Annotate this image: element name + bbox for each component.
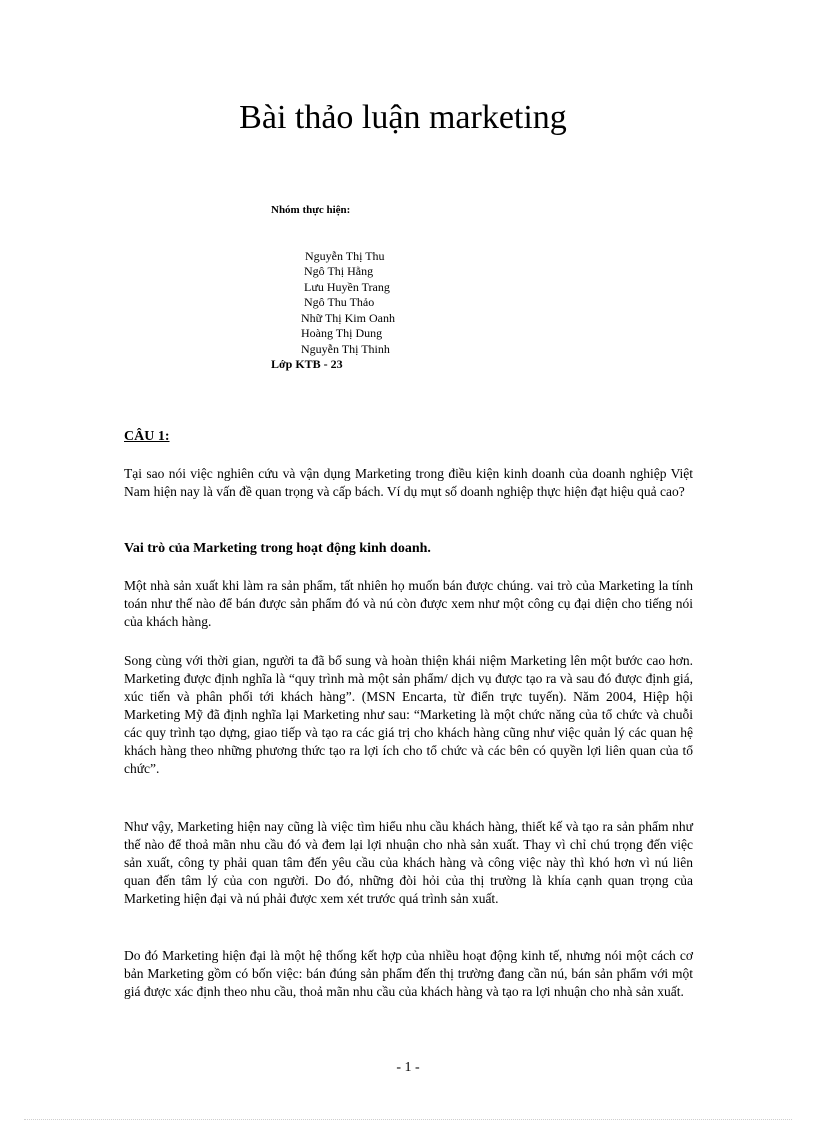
question-text: Tại sao nói việc nghiên cứu và vận dụng Marketing trong điều kiện kinh doanh của doanh nghiệp Việt Nam hiện nay là vấn đề quan trọng và cấp bách. Ví dụ mụt số doanh nghiệp thực hiện đạt hiệu quả cao? (124, 466, 693, 499)
member-name: Lưu Huyền Trang (304, 280, 390, 294)
member-name: Nhữ Thị Kim Oanh (301, 311, 395, 325)
group-label: Nhóm thực hiện: (271, 204, 351, 216)
page-number: - 1 - (396, 1060, 420, 1075)
member-name: Ngô Thu Thảo (304, 295, 375, 309)
paragraph: Như vậy, Marketing hiện nay cũng là việc tìm hiểu nhu cầu khách hàng, thiết kế và tạo ra sản phẩm như thế nào để thoả mãn nhu cầu đó và đem lại lợi nhuận cho nhà sản xuất. Thay vì chỉ chú trọng đến việc sản xuất, công ty phải quan tâm đến yêu cầu của khách hàng và công việc này thì khó hơn vì nú liên quan đến tâm lý của con người. Do đó, những đòi hỏi của thị trường là khía cạnh quan trọng của Marketing hiện đại và nú phải được xem xét trước quá trình sản xuất. (124, 819, 693, 906)
page-bottom-divider (24, 1119, 792, 1120)
member-name: Ngô Thị Hằng (304, 264, 374, 278)
question-label: CÂU 1: (124, 429, 170, 444)
paragraph: Một nhà sản xuất khi làm ra sản phẩm, tất nhiên họ muốn bán được chúng. vai trò của Marketing la tính toán như thế nào để bán được sản phẩm đó và nú còn được xem như một công cụ đại diện cho tiếng nói của khách hàng. (124, 578, 693, 629)
class-label: Lớp KTB - 23 (271, 357, 343, 371)
member-name: Hoàng Thị Dung (301, 326, 383, 340)
paragraph: Song cùng với thời gian, người ta đã bổ sung và hoàn thiện khái niệm Marketing lên một bước cao hơn. Marketing được định nghĩa là “quy trình mà một sản phẩm/ dịch vụ được tạo ra và sau đó được định giá, xúc tiến và phân phối tới khách hàng”. (MSN Encarta, từ điển trực tuyến). Năm 2004, Hiệp hội Marketing Mỹ đã định nghĩa lại Marketing như sau: “Marketing là một chức năng của tổ chức và chuỗi các quy trình tạo dựng, giao tiếp và tạo ra các giá trị cho khách hàng cũng như việc quản lý các quan hệ khách hàng theo những phương thức tạo ra lợi ích cho tổ chức và các bên có quyền lợi liên quan của tổ chức”. (124, 653, 693, 776)
section-heading: Vai trò của Marketing trong hoạt động kinh doanh. (124, 541, 431, 556)
paragraph: Do đó Marketing hiện đại là một hệ thống kết hợp của nhiều hoạt động kinh tế, nhưng nói một cách cơ bản Marketing gồm có bốn việc: bán đúng sản phẩm đến thị trường đang cần nú, bán sản phẩm với một giá được xác định theo nhu cầu, thoả mãn nhu cầu của khách hàng và tạo ra lợi nhuận cho nhà sản xuất. (124, 948, 693, 999)
member-name: Nguyễn Thị Thinh (301, 342, 390, 356)
document-title: Bài thảo luận marketing (239, 99, 567, 136)
member-name: Nguyễn Thị Thu (305, 249, 385, 263)
